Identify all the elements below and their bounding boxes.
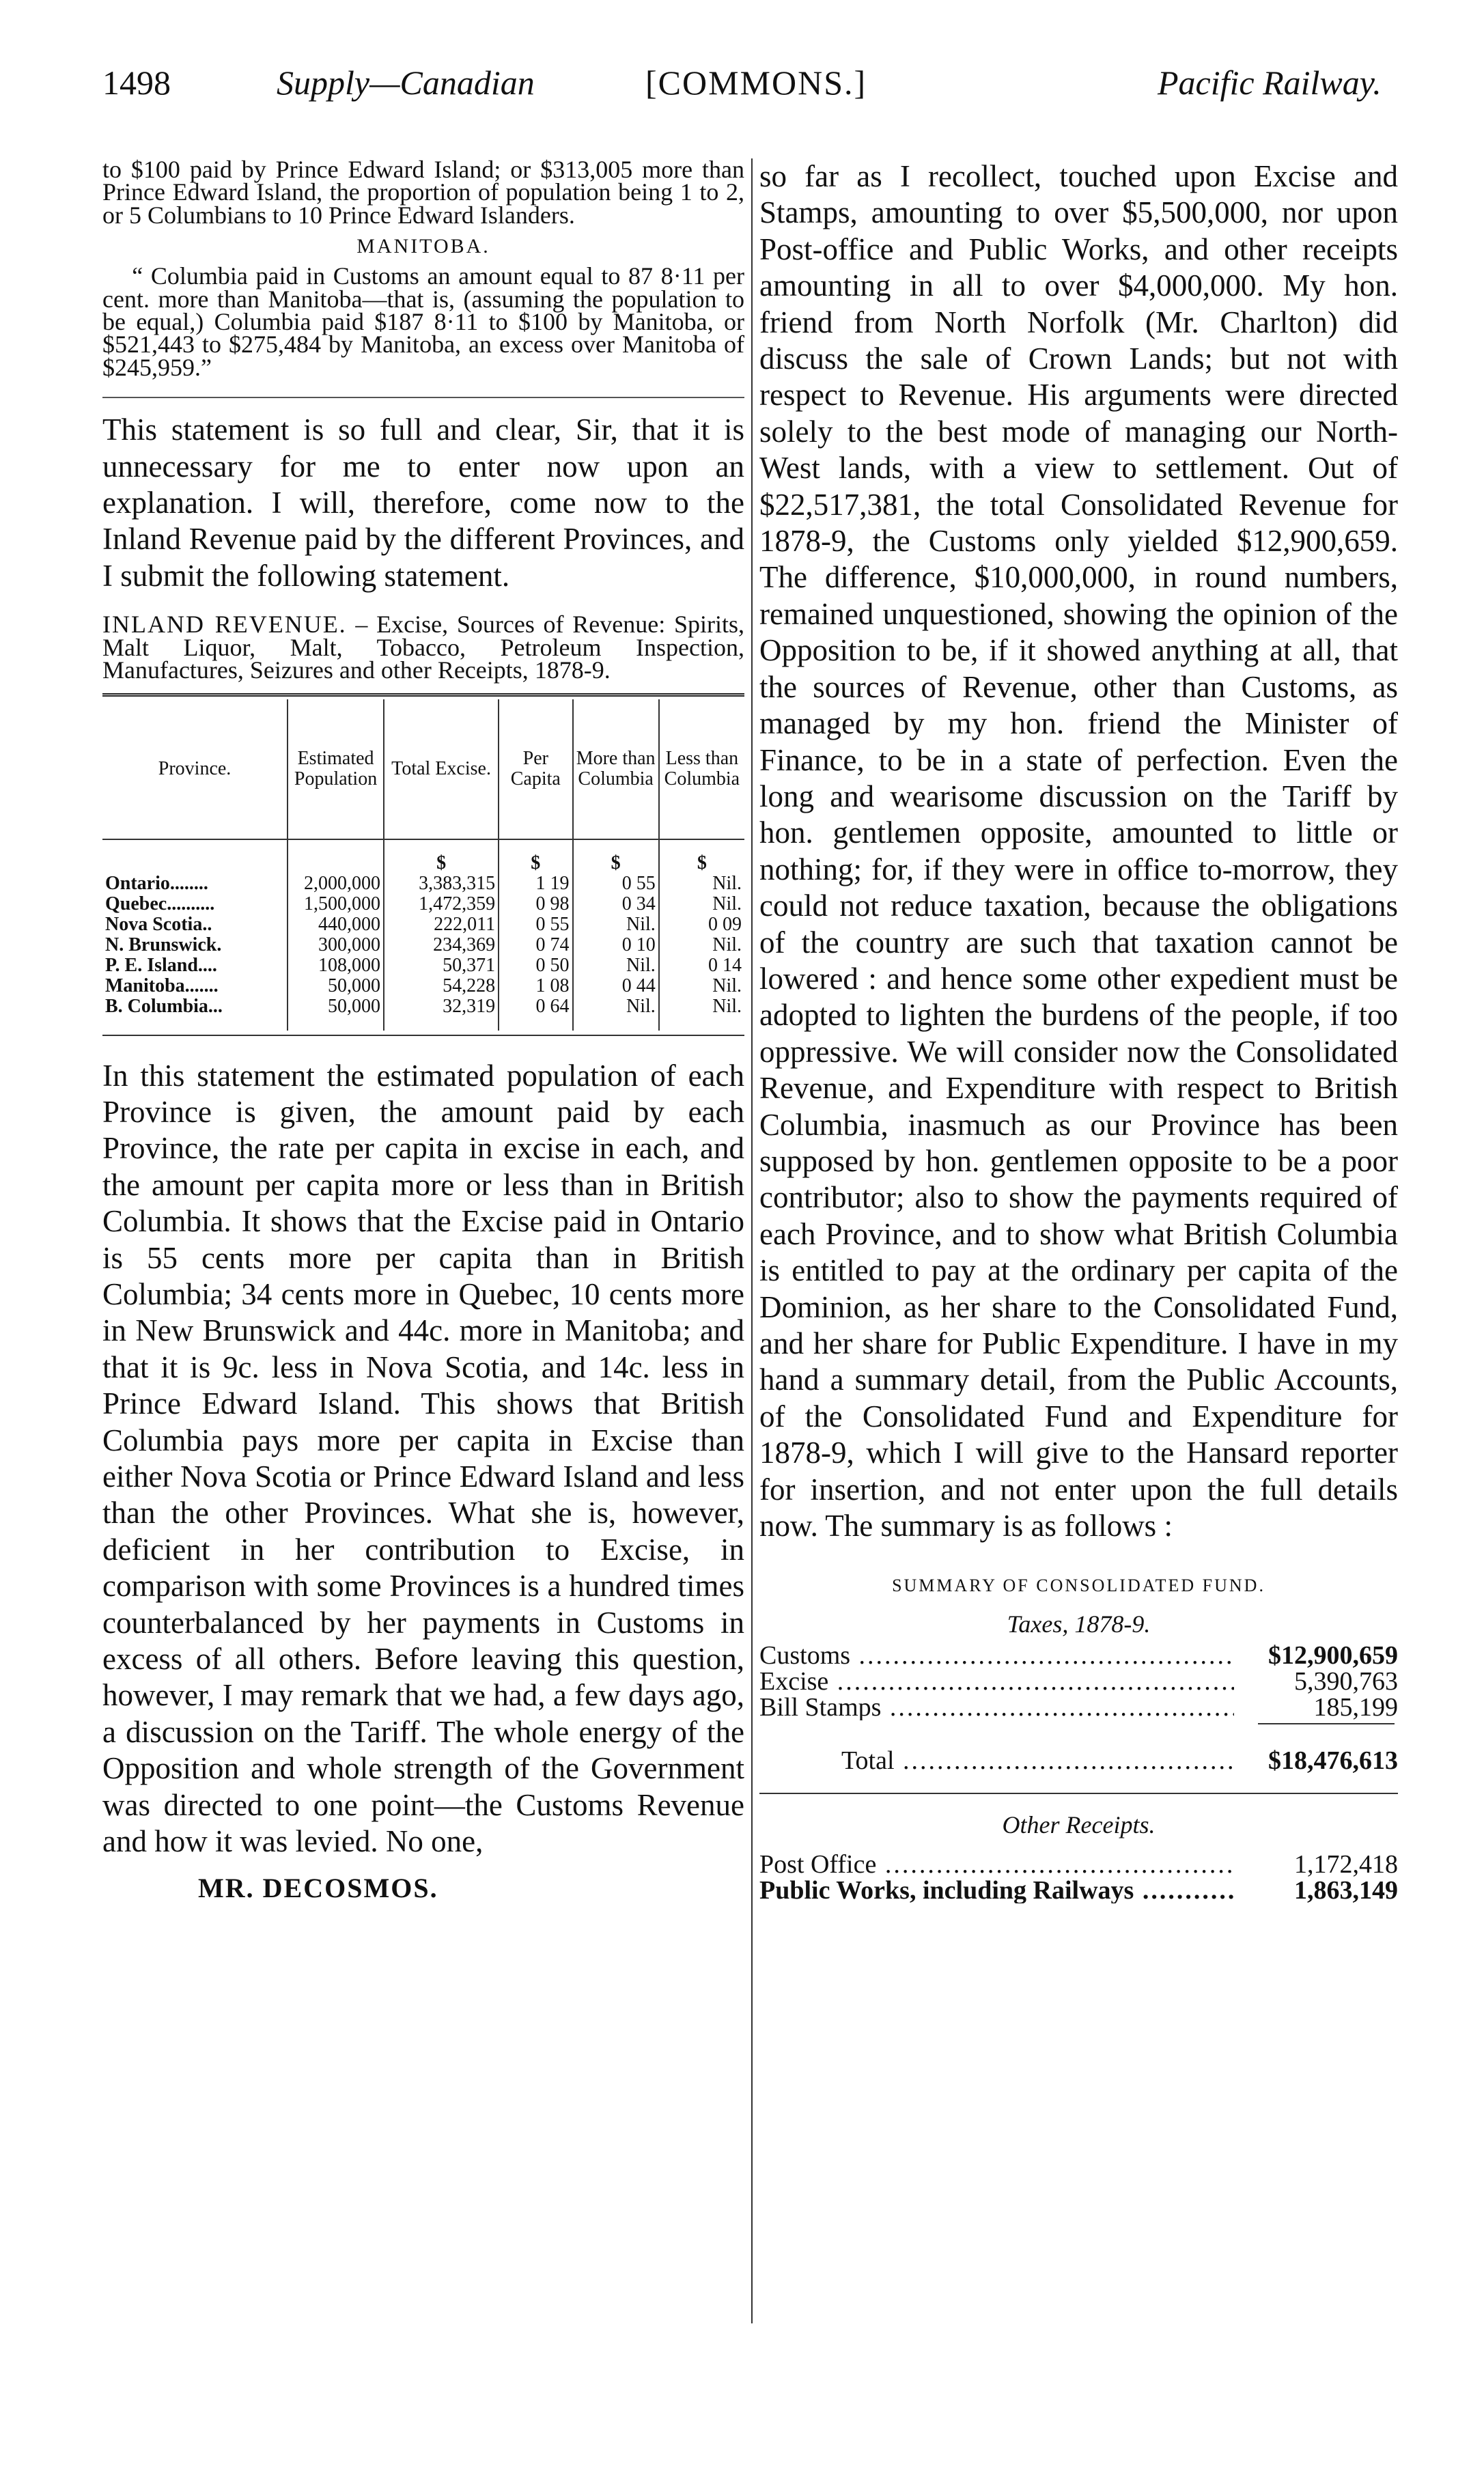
summary-label: Bill Stamps .....	[759, 1694, 1234, 1720]
less-cell: Nil.	[659, 894, 744, 914]
summary-title: SUMMARY OF CONSOLIDATED FUND.	[892, 1576, 1265, 1596]
summary-value: 1,863,149	[1294, 1876, 1398, 1905]
running-title-right: Pacific Railway.	[1158, 64, 1382, 102]
subtotal-rule	[1258, 1723, 1395, 1724]
summary-value: $12,900,659	[1268, 1641, 1398, 1670]
less-cell: 0 14	[659, 955, 744, 976]
excise-table	[102, 699, 744, 1031]
col-header-population: Estimated Population	[288, 699, 384, 839]
less-cell: Nil.	[659, 935, 744, 955]
col-header-per-capita: Per Capita	[499, 699, 572, 839]
total-rule	[759, 1793, 1398, 1794]
table-row	[102, 914, 744, 935]
table-bottom-rule	[102, 1035, 744, 1036]
table-row	[102, 955, 744, 976]
excise-cell: 32,319	[384, 996, 499, 1031]
unit-cell	[102, 839, 288, 873]
more-cell: Nil.	[573, 914, 659, 935]
province-cell: Manitoba.......	[105, 975, 219, 996]
province-cell: P. E. Island....	[105, 954, 217, 976]
table-row	[102, 976, 744, 996]
col-header-less: Less than Columbia	[659, 699, 744, 839]
running-title-center: [COMMONS.]	[645, 64, 867, 102]
paragraph-pei-comparison: to $100 paid by Prince Edward Island; or $313,005 more than Prince Edward Island, the proportion of population being 1 to 2, or 5 Columbians to 10 Prince Edward Islanders.	[102, 156, 744, 229]
unit-cell: $	[573, 839, 659, 873]
per-capita-cell: 0 64	[499, 996, 572, 1031]
summary-row	[759, 1668, 1398, 1694]
summary-value: 1,172,418	[1294, 1850, 1398, 1879]
paragraph-main-left: In this statement the estimated population of each Province is given, the amount paid by each Province, the rate per capita in excise in each, and the amount per capita more or less than in British Columbia. It shows that the Excise paid in Ontario is 55 cents more per capita than in British Columbia; 34 cents more in Quebec, 10 cents more in New Brunswick and 44c. more in Manitoba; and that it is 9c. less in Nova Scotia, and 14c. less in Prince Edward Island. This shows that British Columbia pays more per capita in Excise than either Nova Scotia or Prince Edward Island and less than the other Provinces. What she is, however, deficient in her contribution to Excise, in comparison with some Provinces is a hundred times counterbalanced by her payments in Customs in excess of all others. Before leaving this question, however, I may remark that we had, a few days ago, a discussion on the Tariff. The whole energy of the Opposition and whole strength of the Government was directed to one point—the Customs Revenue and how it was levied. No one,	[102, 1058, 744, 1859]
table-header-row	[102, 699, 744, 839]
summary-label: Customs .....	[759, 1642, 1234, 1668]
population-cell: 50,000	[288, 976, 384, 996]
summary-value: 185,199	[1313, 1693, 1398, 1722]
table-row	[102, 873, 744, 894]
excise-cell: 1,472,359	[384, 894, 499, 914]
inland-revenue-heading: INLAND REVENUE.	[102, 611, 347, 639]
excise-cell: 234,369	[384, 935, 499, 955]
per-capita-cell: 0 50	[499, 955, 572, 976]
summary-label: Excise .....	[759, 1668, 1234, 1694]
population-cell: 1,500,000	[288, 894, 384, 914]
paragraph-main-right: so far as I recollect, touched upon Excise and Stamps, amounting to over $5,500,000, nor upon Post-office and Public Works, and other receipts amounting in all to over $4,000,000. My hon. friend from North Norfolk (Mr. Charlton) did discuss the sale of Crown Lands; but not with respect to Revenue. His arguments were directed solely to the best mode of managing our North-West lands, with a view to settlement. Out of $22,517,381, the total Consolidated Revenue for 1878-9, the Customs only yielded $12,900,659. The difference, $10,000,000, in round numbers, remained unquestioned, showing the opinion of the Opposition to be, if it showed anything at all, that the sources of Revenue, other than Customs, as managed by my hon. friend the Minister of Finance, to be in a state of perfection. Even the long and wearisome discussion on the Tariff by hon. gentlemen opposite, amounted to little or nothing; for, if they were in office to-morrow, they could not reduce taxation, because the obligations of the country are such that taxation cannot be lowered : and hence some other expedient must be adopted to lighten the burdens of the people, if too oppressive. We will consider now the Consolidated Revenue, and Expenditure with respect to British Columbia, inasmuch as our Province has been supposed by hon. gentlemen opposite to be a poor contributor; also to show the payments required of each Province, and to show what British Columbia is entitled to pay at the ordinary per capita of the Dominion, as her share to the Consolidated Fund, and her share for Public Expenditure. I have in my hand a summary detail, from the Public Accounts, of the Consolidated Fund and Expenditure for 1878-9, which I will give to the Hansard reporter for insertion, and not enter upon the full details now. The summary is as follows :	[759, 159, 1398, 1543]
excise-cell: 50,371	[384, 955, 499, 976]
summary-value: 5,390,763	[1294, 1667, 1398, 1696]
unit-cell: $	[659, 839, 744, 873]
page-number: 1498	[102, 64, 171, 102]
excise-cell: 54,228	[384, 976, 499, 996]
per-capita-cell: 1 19	[499, 873, 572, 894]
table-row	[102, 996, 744, 1031]
unit-cell: $	[499, 839, 572, 873]
less-cell: Nil.	[659, 873, 744, 894]
population-cell: 2,000,000	[288, 873, 384, 894]
unit-cell: $	[384, 839, 499, 873]
more-cell: 0 44	[573, 976, 659, 996]
table-row	[102, 894, 744, 914]
page-header	[102, 63, 1400, 124]
total-value: $18,476,613	[1268, 1746, 1398, 1776]
province-cell: Nova Scotia..	[105, 913, 212, 935]
province-cell: Quebec..........	[105, 893, 215, 914]
speaker-name: MR. DECOSMOS.	[198, 1873, 438, 1904]
column-divider	[751, 158, 753, 2323]
less-cell: Nil.	[659, 976, 744, 996]
excise-cell: 222,011	[384, 914, 499, 935]
table-row	[102, 935, 744, 955]
summary-label: Public Works, including Railways .....	[759, 1877, 1234, 1903]
population-cell: 50,000	[288, 996, 384, 1031]
summary-label: Post Office .....	[759, 1851, 1234, 1877]
summary-total-row	[759, 1748, 1398, 1774]
col-header-more: More than Columbia	[573, 699, 659, 839]
per-capita-cell: 0 98	[499, 894, 572, 914]
population-cell: 440,000	[288, 914, 384, 935]
per-capita-cell: 0 55	[499, 914, 572, 935]
more-cell: Nil.	[573, 996, 659, 1031]
per-capita-cell: 1 08	[499, 976, 572, 996]
inland-revenue-text: – Excise, Sources of Revenue: Spirits, Malt Liquor, Malt, Tobacco, Petroleum Inspection, Manufactures, Seizures and other Receipts, 1878-9.	[102, 611, 744, 684]
population-cell: 108,000	[288, 955, 384, 976]
other-receipts-heading: Other Receipts.	[1002, 1811, 1156, 1839]
unit-cell	[288, 839, 384, 873]
col-header-province: Province.	[102, 699, 288, 839]
col-header-total-excise: Total Excise.	[384, 699, 499, 839]
left-column	[102, 158, 744, 1904]
summary-row	[759, 1877, 1398, 1903]
summary-row	[759, 1851, 1398, 1877]
province-cell: B. Columbia...	[105, 995, 223, 1017]
per-capita-cell: 0 74	[499, 935, 572, 955]
table-units-row	[102, 839, 744, 873]
paragraph-statement: This statement is so full and clear, Sir, that it is unnecessary for me to enter now upon an explanation. I will, therefore, come now to the Inland Revenue paid by the different Provinces, and I submit the following statement.	[102, 412, 744, 593]
inland-revenue-caption	[102, 613, 744, 682]
excise-cell: 3,383,315	[384, 873, 499, 894]
manitoba-heading: MANITOBA.	[356, 235, 490, 258]
population-cell: 300,000	[288, 935, 384, 955]
more-cell: 0 10	[573, 935, 659, 955]
manitoba-quote: “ Columbia paid in Customs an amount equal to 87 8·11 per cent. more than Manitoba—that is, (assuming the population to be equal,) Columbia paid $187 8·11 to $100 by Manitoba, or $521,443 to $275,484 by Manitoba, an excess over Manitoba of $245,959.”	[102, 262, 744, 381]
province-cell: Ontario........	[105, 872, 208, 894]
right-column	[759, 158, 1398, 1903]
province-cell: N. Brunswick.	[105, 934, 222, 955]
summary-row	[759, 1694, 1398, 1720]
more-cell: 0 34	[573, 894, 659, 914]
less-cell: 0 09	[659, 914, 744, 935]
section-rule	[102, 397, 744, 398]
less-cell: Nil.	[659, 996, 744, 1031]
more-cell: 0 55	[573, 873, 659, 894]
more-cell: Nil.	[573, 955, 659, 976]
summary-row	[759, 1642, 1398, 1668]
table-top-rule	[102, 693, 744, 697]
taxes-heading: Taxes, 1878-9.	[1007, 1610, 1151, 1638]
running-title-left: Supply—Canadian	[277, 64, 535, 102]
total-label: Total .....	[841, 1748, 1234, 1774]
